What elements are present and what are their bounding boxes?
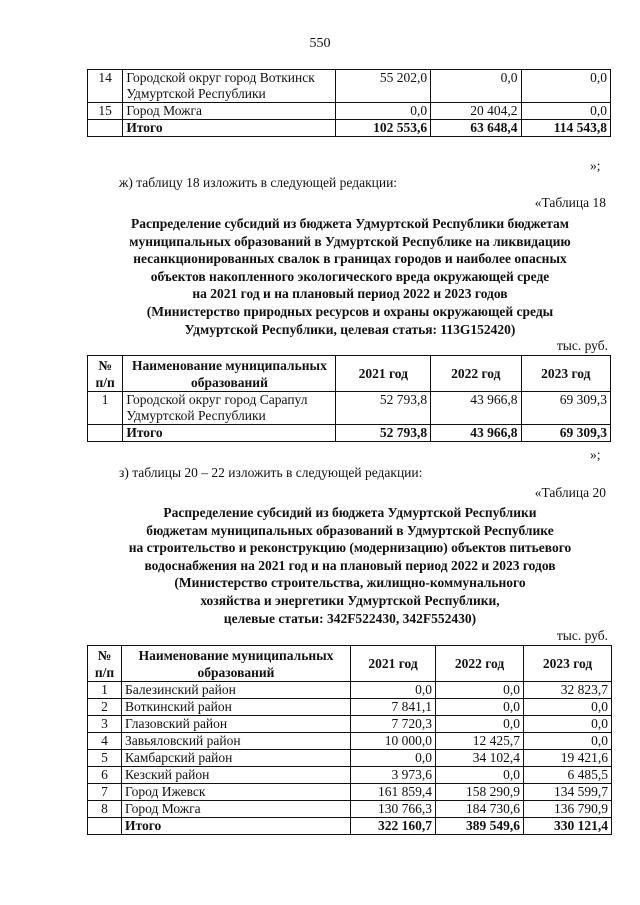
table-20-heading (60, 504, 640, 627)
total-2023: 330 121,4 (524, 818, 612, 835)
table-row (88, 733, 612, 750)
total-row (88, 120, 611, 137)
row-number: 3 (88, 716, 122, 733)
value-2021: 7 841,1 (351, 699, 436, 716)
municipality-name: Завьяловский район (122, 733, 351, 750)
value-2022: 34 102,4 (436, 750, 524, 767)
municipality-name: Городской округ город Воткинск Удмуртской Республики (123, 70, 336, 103)
row-number: 14 (88, 70, 123, 103)
value-2021: 3 973,6 (351, 767, 436, 784)
municipality-name: Воткинский район (122, 699, 351, 716)
table-18 (87, 355, 611, 442)
heading-line: объектов накопленного экологического вреда окружающей среде (150, 268, 550, 284)
heading-line: хозяйства и энергетики Удмуртской Республики, (200, 592, 500, 608)
empty-cell (88, 425, 123, 442)
header-2021: 2021 год (351, 646, 436, 682)
heading-line: несанкционированных свалок в границах городов и наиболее опасных (133, 251, 567, 267)
value-2021: 0,0 (351, 750, 436, 767)
value-2023: 0,0 (524, 716, 612, 733)
heading-line: бюджетам муниципальных образований в Удмуртской Республике (146, 522, 554, 538)
row-number: 2 (88, 699, 122, 716)
value-2021: 161 859,4 (351, 784, 436, 801)
table-row (88, 716, 612, 733)
row-number: 4 (88, 733, 122, 750)
table-row (88, 70, 611, 103)
value-2023: 0,0 (524, 733, 612, 750)
municipality-name: Городской округ город Сарапул Удмуртской Республики (123, 392, 336, 425)
total-2022: 43 966,8 (431, 425, 521, 442)
heading-line: Распределение субсидий из бюджета Удмуртской Республики (163, 505, 537, 520)
empty-cell (88, 120, 123, 137)
value-2023: 0,0 (521, 103, 610, 120)
header-2022: 2022 год (436, 646, 524, 682)
header-name: Наименование муниципальных образований (122, 646, 351, 682)
total-2022: 63 648,4 (431, 120, 521, 137)
value-2022: 158 290,9 (436, 784, 524, 801)
row-number: 1 (88, 392, 123, 425)
value-2023: 6 485,5 (524, 767, 612, 784)
table-continuation (87, 69, 611, 137)
header-num: № п/п (88, 356, 123, 392)
value-2022: 0,0 (436, 699, 524, 716)
header-2023: 2023 год (524, 646, 612, 682)
table-row (88, 801, 612, 818)
unit-label: тыс. руб. (556, 338, 608, 353)
municipality-name: Балезинский район (122, 682, 351, 699)
municipality-name: Город Ижевск (122, 784, 351, 801)
table-20-caption: «Таблица 20 (534, 485, 606, 500)
table-row (88, 784, 612, 801)
value-2021: 7 720,3 (351, 716, 436, 733)
total-label: Итого (122, 818, 351, 835)
table-20 (87, 645, 612, 835)
heading-line: на 2021 год и на плановый период 2022 и 2023 годов (192, 286, 508, 302)
closing-quote-top: »; (590, 158, 601, 173)
page-number: 550 (309, 36, 331, 51)
table-18-heading (60, 215, 640, 338)
value-2021: 0,0 (336, 103, 431, 120)
value-2021: 55 202,0 (336, 70, 431, 103)
total-row (88, 818, 612, 835)
municipality-name: Город Можга (122, 801, 351, 818)
total-2021: 102 553,6 (336, 120, 431, 137)
table-row (88, 392, 611, 425)
heading-line: (Министерство природных ресурсов и охраны окружающей среды (146, 303, 554, 319)
table-row (88, 767, 612, 784)
municipality-name: Глазовский район (122, 716, 351, 733)
row-number: 5 (88, 750, 122, 767)
paragraph-zh: ж) таблицу 18 изложить в следующей редакции: (119, 175, 398, 190)
value-2022: 0,0 (436, 767, 524, 784)
total-2021: 52 793,8 (336, 425, 431, 442)
value-2023: 69 309,3 (521, 392, 610, 425)
header-num: № п/п (88, 646, 122, 682)
municipality-name: Кезский район (122, 767, 351, 784)
total-2023: 69 309,3 (521, 425, 610, 442)
empty-cell (88, 818, 122, 835)
table-row (88, 682, 612, 699)
heading-line: Удмуртской Республики, целевая статья: 113G152420) (184, 321, 516, 337)
heading-line: на строительство и реконструкцию (модернизацию) объектов питьевого (128, 540, 572, 556)
table-row (88, 103, 611, 120)
header-2023: 2023 год (521, 356, 610, 392)
closing-quote-18: »; (590, 447, 601, 462)
value-2022: 184 730,6 (436, 801, 524, 818)
value-2023: 134 599,7 (524, 784, 612, 801)
row-number: 6 (88, 767, 122, 784)
unit-label: тыс. руб. (556, 628, 608, 643)
total-label: Итого (123, 425, 336, 442)
total-2021: 322 160,7 (351, 818, 436, 835)
total-2023: 114 543,8 (521, 120, 610, 137)
row-number: 15 (88, 103, 123, 120)
heading-line: (Министерство строительства, жилищно-коммунального (174, 575, 526, 591)
value-2022: 12 425,7 (436, 733, 524, 750)
value-2023: 0,0 (521, 70, 610, 103)
total-row (88, 425, 611, 442)
table-row (88, 750, 612, 767)
value-2022: 0,0 (436, 682, 524, 699)
total-2022: 389 549,6 (436, 818, 524, 835)
heading-line: водоснабжения на 2021 год и на плановый период 2022 и 2023 годов (144, 557, 556, 573)
municipality-name: Город Можга (123, 103, 336, 120)
total-label: Итого (123, 120, 336, 137)
value-2023: 19 421,6 (524, 750, 612, 767)
value-2022: 43 966,8 (431, 392, 521, 425)
header-name: Наименование муниципальных образований (123, 356, 336, 392)
table-row (88, 699, 612, 716)
value-2023: 136 790,9 (524, 801, 612, 818)
row-number: 1 (88, 682, 122, 699)
value-2022: 20 404,2 (431, 103, 521, 120)
heading-line: целевые статьи: 342F522430, 342F552430) (223, 610, 477, 626)
heading-line: Распределение субсидий из бюджета Удмуртской Республики бюджетам (130, 216, 570, 231)
header-2021: 2021 год (336, 356, 431, 392)
heading-line: муниципальных образований в Удмуртской Республике на ликвидацию (129, 233, 571, 249)
value-2022: 0,0 (436, 716, 524, 733)
value-2021: 0,0 (351, 682, 436, 699)
value-2021: 52 793,8 (336, 392, 431, 425)
value-2021: 10 000,0 (351, 733, 436, 750)
value-2022: 0,0 (431, 70, 521, 103)
value-2023: 0,0 (524, 699, 612, 716)
value-2021: 130 766,3 (351, 801, 436, 818)
row-number: 7 (88, 784, 122, 801)
header-row (88, 646, 612, 682)
header-2022: 2022 год (431, 356, 521, 392)
table-18-caption: «Таблица 18 (534, 195, 606, 210)
value-2023: 32 823,7 (524, 682, 612, 699)
paragraph-z: з) таблицы 20 – 22 изложить в следующей редакции: (119, 465, 423, 480)
row-number: 8 (88, 801, 122, 818)
municipality-name: Камбарский район (122, 750, 351, 767)
header-row (88, 356, 611, 392)
